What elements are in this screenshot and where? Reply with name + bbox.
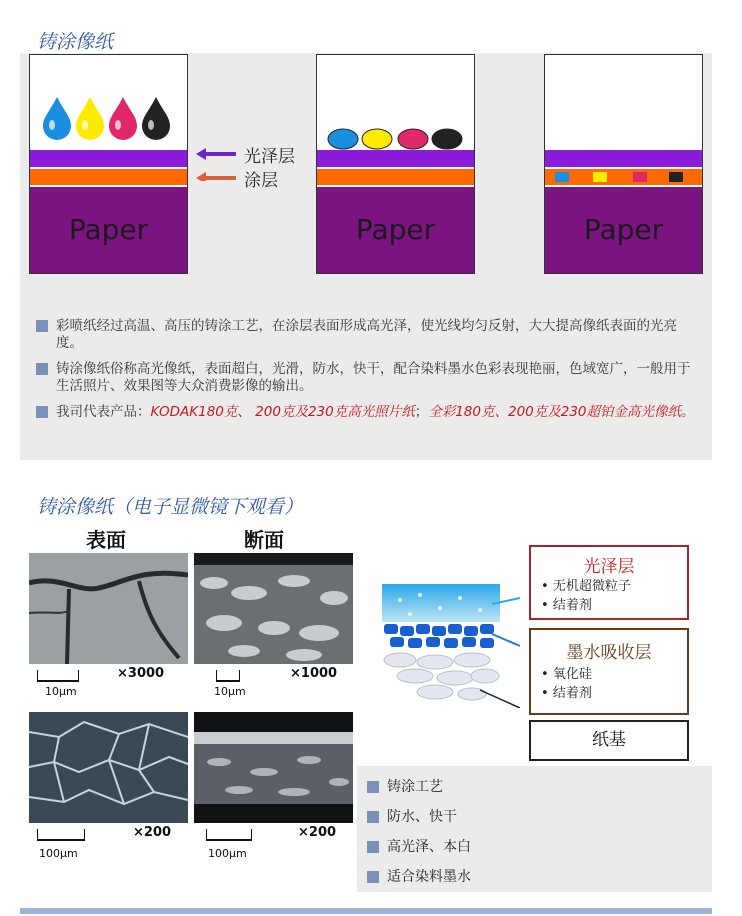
section2-title: 铸涂像纸（电子显微镜下观看） — [37, 496, 304, 518]
feature-item: 铸涂工艺 — [367, 774, 471, 798]
coating-layer — [545, 169, 702, 185]
diagram-ink-absorbed — [544, 54, 703, 274]
gloss-layer — [30, 150, 187, 167]
scale-bar-icon — [37, 670, 79, 682]
bullet-square-icon — [367, 811, 379, 823]
micrograph-section-200 — [194, 712, 353, 823]
cyan-dot — [328, 129, 358, 149]
bottom-divider — [20, 908, 712, 914]
magnification-label: ×3000 — [117, 666, 165, 681]
paper-base-title: 纸基 — [592, 730, 626, 750]
ink-dots — [325, 127, 467, 151]
scale-label: 10μm — [45, 685, 77, 698]
feature-item: 防水、快干 — [367, 804, 471, 828]
features-list — [367, 774, 471, 888]
micrograph-section-1000 — [194, 553, 353, 664]
gloss-layer-box — [529, 545, 689, 620]
product-gloss-photo-paper: 200克及230克高光照片纸 — [255, 404, 415, 420]
cyan-drop — [43, 97, 71, 140]
paper-base-box — [529, 720, 689, 761]
section1-bullets — [36, 318, 696, 421]
black-absorbed — [669, 172, 683, 182]
yellow-absorbed — [593, 172, 607, 182]
paper-base: Paper — [30, 187, 187, 273]
col-section-heading: 断面 — [244, 528, 284, 552]
section-texture — [194, 553, 353, 664]
bullet-item: 铸涂像纸俗称高光像纸，表面超白，光滑，防水，快干，配合染料墨水色彩表现艳丽，色域宽广，一般用于生活照片、效果图等大众消费影像的输出。 — [36, 361, 696, 395]
magnification-label: ×200 — [298, 825, 337, 840]
coat-arrow-icon — [196, 172, 236, 181]
bullet-item-products: 我司代表产品：KODAK180克、 200克及230克高光照片纸；全彩180克、200克及230超铂金高光像纸。 — [36, 404, 696, 421]
bullet-square-icon — [36, 320, 48, 332]
yellow-dot — [362, 129, 392, 149]
bullet-square-icon — [367, 841, 379, 853]
gloss-arrow-icon — [196, 148, 236, 160]
magnification-label: ×1000 — [290, 666, 338, 681]
ink-absorb-layer-title: 墨水吸收层 — [566, 643, 652, 663]
col-surface-heading: 表面 — [86, 528, 126, 552]
black-drop — [142, 97, 170, 140]
ink-item: • 结着剂 — [541, 686, 592, 701]
diagram-ink-on-surface — [316, 54, 475, 274]
products-prefix: 我司代表产品： — [56, 404, 151, 420]
magnification-label: ×200 — [133, 825, 172, 840]
micrograph-surface-3000 — [29, 553, 188, 664]
cyan-absorbed — [555, 172, 569, 182]
surface-network — [29, 712, 188, 823]
bullet-square-icon — [367, 871, 379, 883]
scale-label: 100μm — [39, 847, 78, 860]
micrograph-surface-200 — [29, 712, 188, 823]
section-layers — [194, 712, 353, 823]
product-kodak: KODAK180克 — [150, 404, 238, 420]
yellow-drop — [76, 97, 104, 140]
scale-label: 10μm — [214, 685, 246, 698]
scale-bar-icon — [37, 829, 85, 841]
scale-label: 100μm — [208, 847, 247, 860]
paper-base: Paper — [545, 187, 702, 273]
gloss-layer — [545, 150, 702, 167]
ink-item: • 氧化硅 — [541, 667, 592, 682]
ink-drops — [40, 95, 180, 143]
gloss-layer-label: 光泽层 — [244, 147, 295, 167]
magenta-absorbed — [633, 172, 647, 182]
ink-absorb-layer-box — [529, 628, 689, 715]
bullet-square-icon — [36, 363, 48, 375]
paper-base: Paper — [317, 187, 474, 273]
bullet-square-icon — [36, 406, 48, 418]
gloss-item: • 结着剂 — [541, 598, 592, 613]
black-dot — [432, 129, 462, 149]
scale-bar-icon — [206, 829, 252, 841]
gloss-layer — [317, 150, 474, 167]
arrows — [190, 145, 240, 181]
surface-cracks — [29, 553, 188, 664]
diagram-ink-drops — [29, 54, 188, 274]
feature-item: 适合染料墨水 — [367, 864, 471, 888]
feature-item: 高光泽、本白 — [367, 834, 471, 858]
coating-layer — [317, 169, 474, 185]
bullet-item: 彩喷纸经过高温、高压的铸涂工艺，在涂层表面形成高光泽，使光线均匀反射，大大提高像纸表面的光亮度。 — [36, 318, 696, 352]
coating-layer-label: 涂层 — [244, 171, 278, 191]
section1-title: 铸涂像纸 — [37, 31, 114, 53]
magenta-dot — [398, 129, 428, 149]
product-platinum-paper: 全彩180克、200克及230超铂金高光像纸 — [428, 404, 682, 420]
layer-structure-illustration — [380, 580, 520, 708]
gloss-layer-box-title: 光泽层 — [583, 557, 635, 577]
magenta-drop — [109, 97, 137, 140]
bullet-square-icon — [367, 781, 379, 793]
gloss-item: • 无机超微粒子 — [541, 579, 631, 594]
scale-bar-icon — [216, 670, 240, 682]
coating-layer — [30, 169, 187, 185]
